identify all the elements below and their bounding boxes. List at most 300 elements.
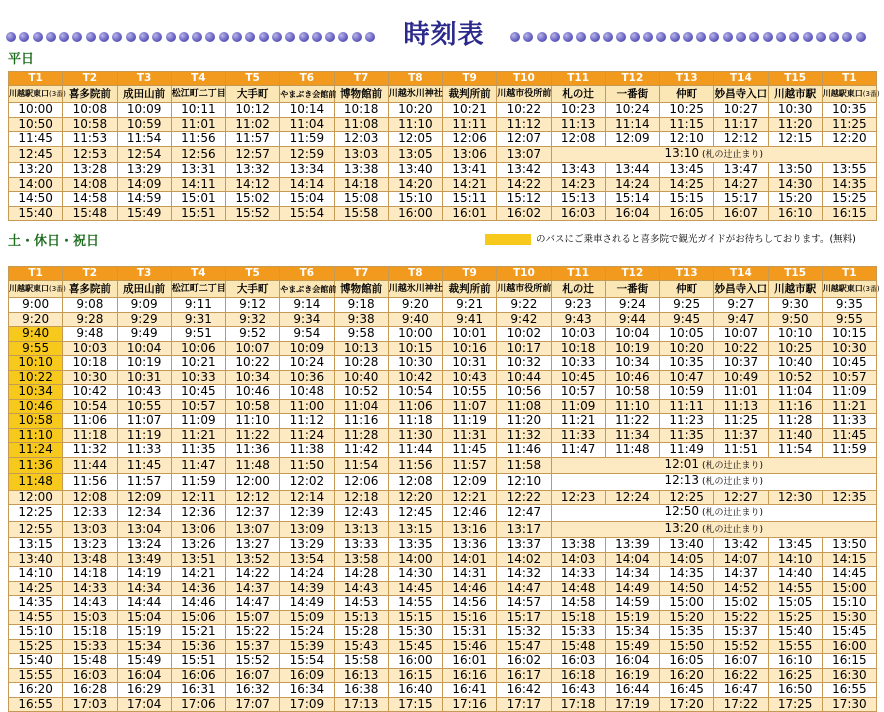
departure-time: 13:45 <box>660 163 714 178</box>
timetable-row <box>9 639 877 654</box>
timetable-row <box>9 443 877 458</box>
dot-icon <box>670 32 680 42</box>
weekend-timetable <box>8 266 880 712</box>
departure-time: 11:59 <box>280 132 334 147</box>
departure-time: 11:07 <box>443 399 497 414</box>
departure-time: 16:30 <box>822 668 876 683</box>
departure-time: 11:10 <box>226 414 280 429</box>
departure-time: 14:34 <box>117 581 171 596</box>
departure-time: 11:50 <box>280 457 334 474</box>
departure-time: 16:16 <box>443 668 497 683</box>
stop-code: T11 <box>551 267 605 281</box>
departure-time: 12:55 <box>9 521 63 538</box>
stop-name-text: 川越駅東口 <box>822 284 863 293</box>
stop-name <box>63 281 117 298</box>
departure-time: 10:46 <box>9 399 63 414</box>
stop-name-text: やまぶき会館前 <box>280 89 337 99</box>
departure-time: 11:58 <box>497 457 551 474</box>
departure-time: 10:05 <box>660 327 714 342</box>
departure-time: 11:54 <box>334 457 388 474</box>
departure-time: 10:55 <box>117 399 171 414</box>
departure-time: 16:43 <box>551 683 605 698</box>
departure-time: 11:46 <box>497 443 551 458</box>
departure-time: 9:50 <box>768 312 822 327</box>
departure-time: 10:30 <box>768 103 822 118</box>
departure-time: 10:57 <box>822 370 876 385</box>
departure-time: 16:03 <box>551 654 605 669</box>
departure-time: 15:49 <box>117 654 171 669</box>
departure-time: 15:17 <box>714 192 768 207</box>
departure-time: 10:47 <box>660 370 714 385</box>
departure-time: 14:25 <box>9 581 63 596</box>
departure-time: 11:12 <box>280 414 334 429</box>
departure-time: 13:40 <box>660 538 714 553</box>
departure-time: 10:22 <box>9 370 63 385</box>
departure-time: 11:45 <box>117 457 171 474</box>
dot-icon <box>72 32 82 42</box>
dot-icon <box>19 32 29 42</box>
dot-icon <box>33 32 43 42</box>
departure-time: 10:54 <box>63 399 117 414</box>
departure-time: 14:55 <box>9 610 63 625</box>
departure-time: 13:35 <box>388 538 442 553</box>
stop-name <box>9 86 66 103</box>
departure-time: 17:06 <box>171 697 225 712</box>
departure-time: 13:06 <box>443 146 497 163</box>
departure-time: 12:25 <box>9 505 63 522</box>
departure-time: 14:19 <box>117 567 171 582</box>
decorative-dots-right <box>510 27 878 43</box>
departure-time: 15:02 <box>714 596 768 611</box>
departure-time: 11:10 <box>388 117 442 132</box>
departure-time: 12:09 <box>605 132 659 147</box>
departure-time: 15:49 <box>117 206 171 221</box>
departure-time: 10:42 <box>63 385 117 400</box>
departure-time: 12:33 <box>63 505 117 522</box>
departure-time: 17:16 <box>443 697 497 712</box>
departure-time: 13:13 <box>334 521 388 538</box>
departure-time: 14:25 <box>660 177 714 192</box>
departure-time: 9:40 <box>388 312 442 327</box>
stop-name <box>117 86 171 103</box>
stop-code: T1 <box>822 72 876 86</box>
departure-time: 12:18 <box>334 490 388 505</box>
departure-time: 16:19 <box>605 668 659 683</box>
departure-time: 14:33 <box>551 567 605 582</box>
departure-time: 12:57 <box>226 146 280 163</box>
departure-time: 15:18 <box>63 625 117 640</box>
departure-time: 10:33 <box>171 370 225 385</box>
dot-icon <box>139 32 149 42</box>
stop-name <box>768 86 822 103</box>
timetable-row <box>9 596 877 611</box>
departure-time: 10:10 <box>768 327 822 342</box>
departure-time: 10:07 <box>226 341 280 356</box>
stop-name-text: 妙昌寺入口 <box>714 282 768 295</box>
dot-icon <box>59 32 69 42</box>
stop-platform-note: (3番) <box>49 90 66 98</box>
departure-time: 11:45 <box>9 132 63 147</box>
timetable-row <box>9 399 877 414</box>
dot-icon <box>205 32 215 42</box>
departure-time: 12:20 <box>388 490 442 505</box>
departure-time: 13:03 <box>334 146 388 163</box>
stop-name-text: 川越市駅 <box>774 87 817 100</box>
departure-time: 9:49 <box>117 327 171 342</box>
stop-name <box>9 281 66 298</box>
stop-code: T11 <box>551 72 605 86</box>
departure-time: 14:03 <box>551 552 605 567</box>
departure-time: 12:10 <box>660 132 714 147</box>
dot-icon <box>272 32 282 42</box>
departure-time: 14:31 <box>443 567 497 582</box>
departure-time: 10:00 <box>388 327 442 342</box>
departure-time: 14:21 <box>171 567 225 582</box>
departure-time: 12:27 <box>714 490 768 505</box>
departure-time: 16:05 <box>660 206 714 221</box>
departure-time: 15:52 <box>226 206 280 221</box>
departure-time: 16:06 <box>171 668 225 683</box>
departure-time: 16:01 <box>443 654 497 669</box>
dot-icon <box>643 32 653 42</box>
timetable-row <box>9 312 877 327</box>
departure-time: 13:49 <box>117 552 171 567</box>
departure-time: 10:55 <box>443 385 497 400</box>
departure-time: 16:55 <box>9 697 63 712</box>
departure-time: 13:54 <box>280 552 334 567</box>
departure-time: 11:49 <box>660 443 714 458</box>
departure-time: 11:47 <box>171 457 225 474</box>
departure-time: 15:48 <box>551 639 605 654</box>
departure-time: 13:42 <box>714 538 768 553</box>
departure-time: 11:56 <box>171 132 225 147</box>
departure-time: 16:07 <box>226 668 280 683</box>
departure-time: 12:00 <box>226 474 280 491</box>
timetable-row <box>9 132 877 147</box>
stop-name <box>63 86 117 103</box>
departure-time: 11:14 <box>605 117 659 132</box>
departure-time: 15:07 <box>226 610 280 625</box>
departure-time: 15:47 <box>497 639 551 654</box>
departure-time: 9:48 <box>63 327 117 342</box>
stop-name-row <box>9 86 877 103</box>
departure-time: 11:54 <box>117 132 171 147</box>
departure-time: 11:21 <box>171 428 225 443</box>
departure-time: 12:09 <box>117 490 171 505</box>
departure-time: 15:20 <box>768 192 822 207</box>
stop-name <box>605 86 659 103</box>
departure-time: 9:55 <box>822 312 876 327</box>
weekend-section-label: 土・休日・祝日 <box>8 234 100 249</box>
departure-time: 13:27 <box>226 538 280 553</box>
departure-time: 10:06 <box>171 341 225 356</box>
departure-time: 10:04 <box>605 327 659 342</box>
departure-time: 15:25 <box>9 639 63 654</box>
dot-icon <box>616 32 626 42</box>
departure-time: 15:39 <box>280 639 334 654</box>
departure-time: 15:58 <box>334 654 388 669</box>
departure-time: 14:15 <box>822 552 876 567</box>
departure-time: 11:45 <box>443 443 497 458</box>
departure-time: 15:05 <box>768 596 822 611</box>
dot-icon <box>126 32 136 42</box>
departure-time: 11:53 <box>63 132 117 147</box>
stop-code: T10 <box>497 267 551 281</box>
departure-time: 11:19 <box>443 414 497 429</box>
departure-time: 14:52 <box>714 581 768 596</box>
departure-time: 13:34 <box>280 163 334 178</box>
departure-time: 16:04 <box>605 206 659 221</box>
dot-icon <box>312 32 322 42</box>
departure-time: 17:19 <box>605 697 659 712</box>
departure-time: 10:23 <box>551 103 605 118</box>
departure-time: 13:06 <box>171 521 225 538</box>
departure-time: 15:55 <box>768 639 822 654</box>
departure-time: 11:23 <box>660 414 714 429</box>
departure-time: 17:17 <box>497 697 551 712</box>
dot-icon <box>736 32 746 42</box>
departure-time: 11:09 <box>551 399 605 414</box>
timetable-row <box>9 163 877 178</box>
stop-name-text: 仲町 <box>676 282 698 295</box>
stop-name <box>714 86 768 103</box>
departure-time: 16:42 <box>497 683 551 698</box>
departure-time: 10:10 <box>9 356 63 371</box>
departure-time: 15:16 <box>443 610 497 625</box>
departure-time: 17:03 <box>63 697 117 712</box>
departure-time: 10:42 <box>388 370 442 385</box>
departure-time: 13:33 <box>334 538 388 553</box>
departure-time: 12:45 <box>9 146 63 163</box>
departure-time: 12:06 <box>334 474 388 491</box>
departure-time: 12:21 <box>443 490 497 505</box>
departure-time: 14:07 <box>714 552 768 567</box>
departure-time: 16:07 <box>714 654 768 669</box>
stop-name <box>497 281 551 298</box>
departure-time: 11:09 <box>171 414 225 429</box>
departure-time: 11:40 <box>768 428 822 443</box>
departure-time: 10:22 <box>714 341 768 356</box>
stop-name-text: 喜多院前 <box>68 87 111 100</box>
departure-time: 14:08 <box>63 177 117 192</box>
departure-time: 11:57 <box>117 474 171 491</box>
dot-icon <box>192 32 202 42</box>
departure-time: 14:46 <box>443 581 497 596</box>
stop-code: T3 <box>117 267 171 281</box>
departure-time: 15:45 <box>822 625 876 640</box>
departure-time: 15:12 <box>497 192 551 207</box>
departure-time: 11:35 <box>171 443 225 458</box>
departure-time: 15:04 <box>117 610 171 625</box>
departure-time: 15:19 <box>605 610 659 625</box>
departure-time: 10:20 <box>660 341 714 356</box>
departure-time: 17:22 <box>714 697 768 712</box>
departure-time: 10:30 <box>822 341 876 356</box>
departure-time: 14:49 <box>280 596 334 611</box>
stop-platform-note: (3番) <box>862 285 880 293</box>
departure-time: 9:40 <box>9 327 63 342</box>
stop-name <box>280 281 337 298</box>
departure-time: 9:45 <box>660 312 714 327</box>
departure-time: 15:06 <box>171 610 225 625</box>
departure-time: 9:35 <box>822 298 876 313</box>
departure-time: 11:25 <box>822 117 876 132</box>
departure-time: 13:52 <box>226 552 280 567</box>
stop-code: T5 <box>226 267 280 281</box>
departure-time: 15:30 <box>388 625 442 640</box>
departure-time: 13:36 <box>443 538 497 553</box>
departure-time: 15:25 <box>822 192 876 207</box>
departure-time: 17:15 <box>388 697 442 712</box>
departure-time: 10:35 <box>660 356 714 371</box>
stop-name-text: 大手町 <box>236 87 269 100</box>
stop-code: T2 <box>63 267 117 281</box>
departure-time: 16:05 <box>660 654 714 669</box>
departure-time: 10:45 <box>822 356 876 371</box>
departure-time: 13:05 <box>388 146 442 163</box>
departure-time: 9:58 <box>334 327 388 342</box>
departure-time: 10:32 <box>497 356 551 371</box>
departure-time: 10:03 <box>63 341 117 356</box>
departure-time: 10:52 <box>334 385 388 400</box>
stop-code-row <box>9 267 877 281</box>
departure-time: 13:20 <box>9 163 63 178</box>
departure-time: 15:22 <box>226 625 280 640</box>
departure-time: 10:21 <box>171 356 225 371</box>
stop-name <box>171 281 225 298</box>
departure-time: 12:00 <box>9 490 63 505</box>
dot-icon <box>842 32 852 42</box>
dot-icon <box>816 32 826 42</box>
stop-name <box>388 281 442 298</box>
departure-time: 15:49 <box>605 639 659 654</box>
departure-time: 13:39 <box>605 538 659 553</box>
departure-time: 16:03 <box>551 206 605 221</box>
departure-time: 10:18 <box>334 103 388 118</box>
departure-time: 15:09 <box>280 610 334 625</box>
departure-time: 11:33 <box>551 428 605 443</box>
departure-time: 10:24 <box>605 103 659 118</box>
departure-time: 10:34 <box>226 370 280 385</box>
departure-time: 14:43 <box>63 596 117 611</box>
departure-time: 16:15 <box>822 206 876 221</box>
departure-time: 10:27 <box>714 103 768 118</box>
departure-time: 11:15 <box>660 117 714 132</box>
departure-time: 11:30 <box>388 428 442 443</box>
stop-name-text: 一番街 <box>616 282 649 295</box>
departure-time: 15:58 <box>334 206 388 221</box>
departure-time: 12:35 <box>822 490 876 505</box>
departure-time: 16:07 <box>714 206 768 221</box>
departure-time: 9:18 <box>334 298 388 313</box>
departure-time: 17:18 <box>551 697 605 712</box>
departure-time: 16:40 <box>388 683 442 698</box>
stop-code: T9 <box>443 72 497 86</box>
departure-time: 12:07 <box>497 132 551 147</box>
departure-time: 11:04 <box>334 399 388 414</box>
departure-time: 10:44 <box>497 370 551 385</box>
timetable-row <box>9 654 877 669</box>
stop-code: T5 <box>226 72 280 86</box>
departure-time-text: 13:10 <box>664 145 700 160</box>
timetable-row <box>9 697 877 712</box>
departure-time: 11:28 <box>768 414 822 429</box>
timetable-row <box>9 668 877 683</box>
departure-time: 14:35 <box>9 596 63 611</box>
departure-time: 11:31 <box>443 428 497 443</box>
departure-time: 15:31 <box>443 625 497 640</box>
departure-time: 15:30 <box>822 610 876 625</box>
departure-time: 10:28 <box>334 356 388 371</box>
stop-name-text: 川越氷川神社 <box>388 283 443 294</box>
departure-time: 11:28 <box>334 428 388 443</box>
dot-icon <box>232 32 242 42</box>
departure-time: 9:00 <box>9 298 63 313</box>
stop-name-text: 札の辻 <box>562 87 594 100</box>
stop-name-text: 仲町 <box>676 87 698 100</box>
departure-time: 16:10 <box>768 654 822 669</box>
departure-time: 9:12 <box>226 298 280 313</box>
departure-time: 14:10 <box>9 567 63 582</box>
departure-time: 9:42 <box>497 312 551 327</box>
timetable-row <box>9 117 877 132</box>
departure-time: 13:47 <box>714 163 768 178</box>
departure-time: 14:46 <box>171 596 225 611</box>
departure-time: 14:55 <box>388 596 442 611</box>
departure-time: 9:09 <box>117 298 171 313</box>
departure-time: 12:25 <box>660 490 714 505</box>
departure-time: 10:18 <box>551 341 605 356</box>
departure-time: 14:22 <box>226 567 280 582</box>
departure-time: 10:22 <box>226 356 280 371</box>
dot-icon <box>325 32 335 42</box>
timetable-row <box>9 490 877 505</box>
departure-time: 10:49 <box>714 370 768 385</box>
departure-time: 11:59 <box>171 474 225 491</box>
departure-time-text: 13:20 <box>664 520 700 535</box>
departure-time: 12:14 <box>280 490 334 505</box>
departure-time: 11:47 <box>551 443 605 458</box>
stop-name-text: 川越駅東口 <box>822 89 863 98</box>
page-title: 時刻表 <box>403 20 485 50</box>
departure-time: 10:52 <box>768 370 822 385</box>
departure-time: 15:45 <box>388 639 442 654</box>
departure-time: 12:54 <box>117 146 171 163</box>
departure-time: 11:10 <box>9 428 63 443</box>
departure-time: 13:07 <box>497 146 551 163</box>
departure-time: 9:21 <box>443 298 497 313</box>
departure-time: 12:11 <box>171 490 225 505</box>
timetable-row <box>9 567 877 582</box>
departure-time: 15:51 <box>171 206 225 221</box>
departure-time: 10:58 <box>63 117 117 132</box>
departure-time: 16:22 <box>714 668 768 683</box>
departure-time: 11:33 <box>822 414 876 429</box>
departure-time: 11:56 <box>63 474 117 491</box>
timetable-row <box>9 505 877 522</box>
departure-time: 10:02 <box>497 327 551 342</box>
departure-time: 16:25 <box>768 668 822 683</box>
departure-time: 13:31 <box>171 163 225 178</box>
stop-name <box>443 281 497 298</box>
dot-icon <box>803 32 813 42</box>
departure-time: 11:33 <box>117 443 171 458</box>
departure-time: 15:50 <box>660 639 714 654</box>
departure-time: 11:13 <box>714 399 768 414</box>
departure-time: 13:43 <box>551 163 605 178</box>
departure-time: 10:57 <box>551 385 605 400</box>
departure-time: 10:45 <box>171 385 225 400</box>
